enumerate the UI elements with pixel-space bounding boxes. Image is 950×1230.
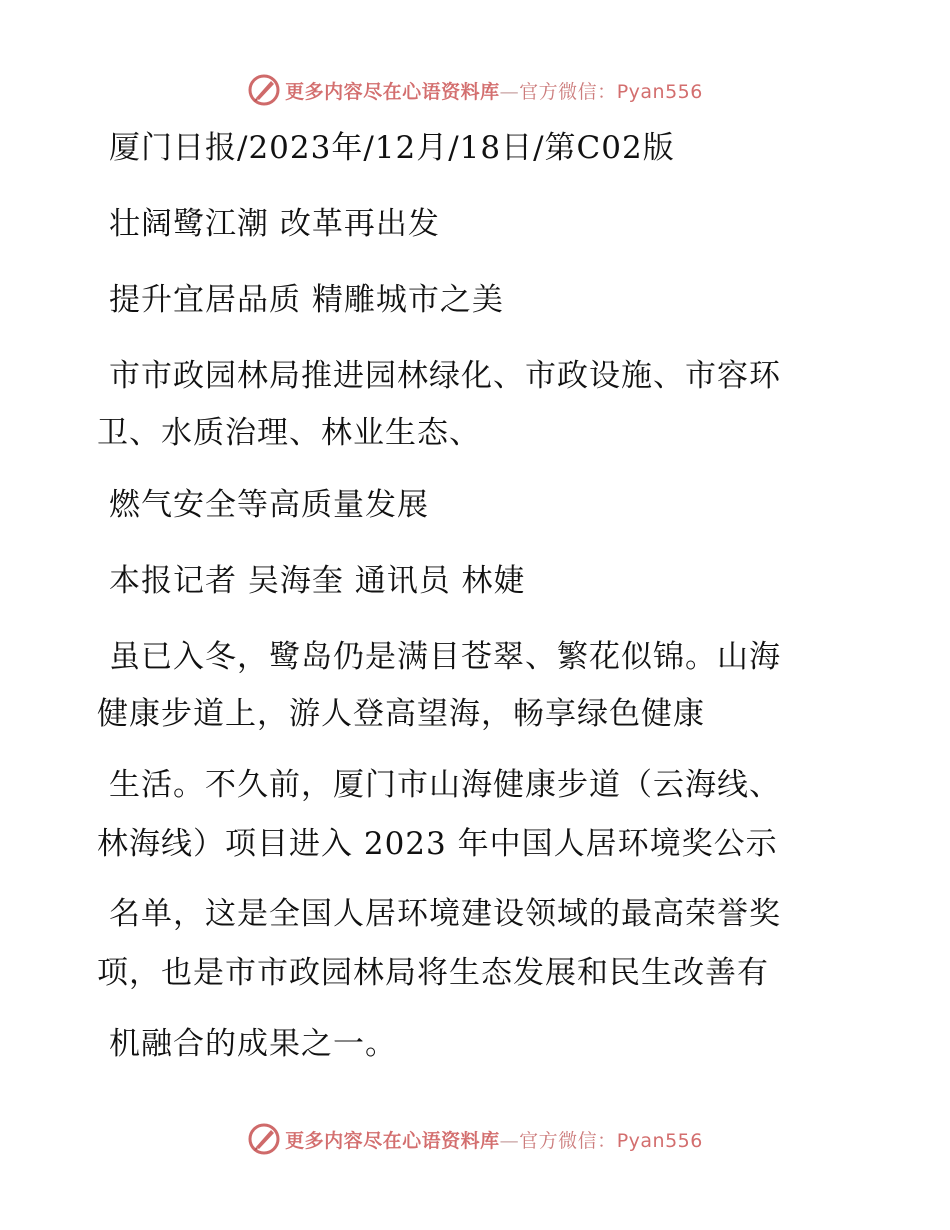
article-source-line: 厦门日报/2023年/12月/18日/第C02版 bbox=[109, 130, 675, 166]
article-paragraph-line: 机融合的成果之一。 bbox=[109, 1026, 397, 1062]
banner-account: Pyan556 bbox=[616, 1129, 703, 1152]
article-paragraph-line: 健康步道上，游人登高望海，畅享绿色健康 bbox=[97, 696, 705, 732]
banner-site-name: 更多内容尽在心语资料库 bbox=[285, 1129, 500, 1152]
article-paragraph-line: 虽已入冬，鹭岛仍是满目苍翠、繁花似锦。山海 bbox=[109, 639, 781, 675]
article-paragraph-line: 名单，这是全国人居环境建设领域的最高荣誉奖 bbox=[109, 896, 781, 932]
article-lead-line: 市市政园林局推进园林绿化、市政设施、市容环 bbox=[109, 358, 781, 394]
article-paragraph-line: 项，也是市市政园林局将生态发展和民生改善有 bbox=[97, 955, 769, 991]
banner-text bbox=[285, 77, 703, 104]
quill-pen-seal-icon bbox=[247, 73, 281, 107]
banner-site-name: 更多内容尽在心语资料库 bbox=[285, 80, 500, 103]
article-paragraph-line: 生活。不久前，厦门市山海健康步道（云海线、 bbox=[109, 767, 781, 803]
article-lead-line: 卫、水质治理、林业生态、 bbox=[97, 415, 481, 451]
banner-dash: — bbox=[499, 80, 520, 103]
article-lead-line: 燃气安全等高质量发展 bbox=[109, 487, 429, 523]
article-body bbox=[97, 120, 837, 1063]
banner-dash: — bbox=[499, 1129, 520, 1152]
article-byline: 本报记者 吴海奎 通讯员 林婕 bbox=[109, 563, 526, 599]
header-banner bbox=[0, 72, 950, 108]
quill-pen-seal-icon bbox=[247, 1122, 281, 1156]
article-headline-sub: 提升宜居品质 精雕城市之美 bbox=[109, 282, 504, 318]
article-headline-main: 壮阔鹭江潮 改革再出发 bbox=[109, 206, 440, 242]
article-paragraph-line: 林海线）项目进入 2023 年中国人居环境奖公示 bbox=[97, 826, 778, 862]
banner-wechat-label: 官方微信： bbox=[519, 1129, 617, 1152]
banner-text bbox=[285, 1126, 703, 1153]
footer-banner bbox=[0, 1121, 950, 1157]
banner-account: Pyan556 bbox=[616, 80, 703, 103]
banner-wechat-label: 官方微信： bbox=[519, 80, 617, 103]
